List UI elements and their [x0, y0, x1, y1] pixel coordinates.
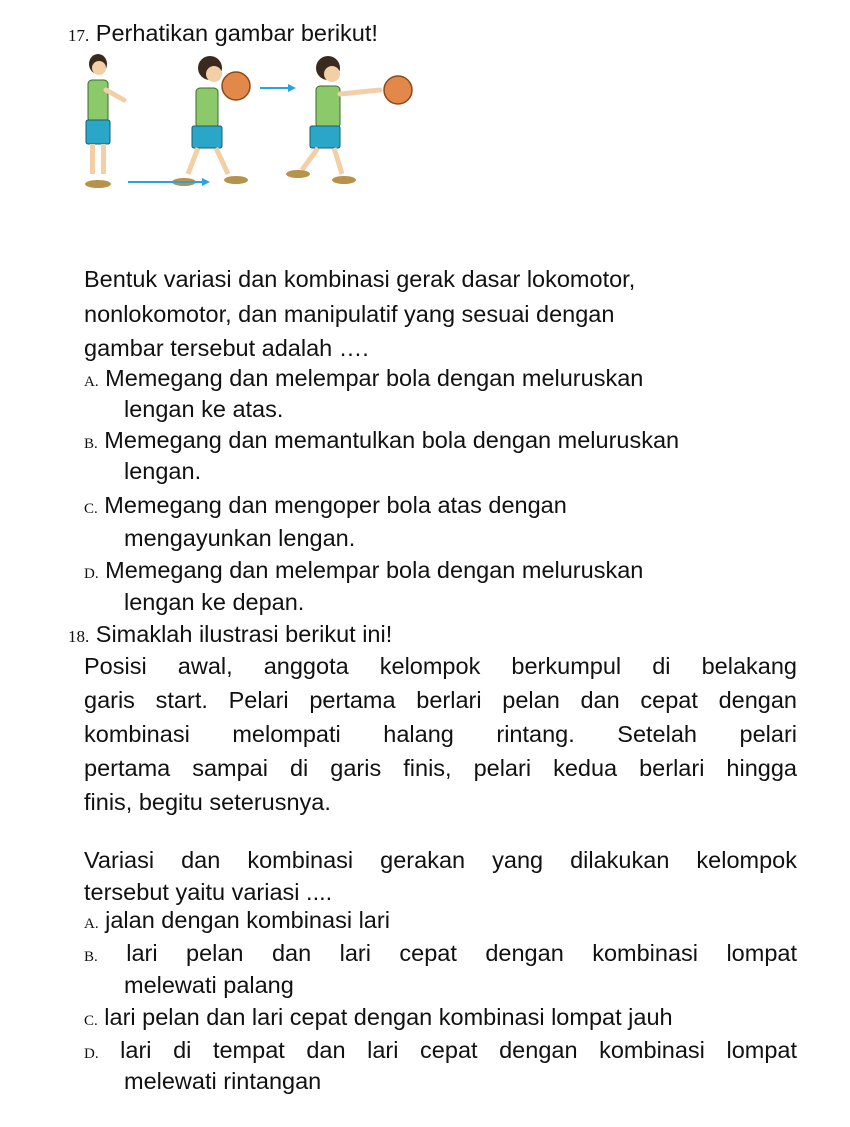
q18-paragraph — [84, 649, 797, 819]
q17-option-a[interactable]: A. Memegang dan melempar bola dengan meluruskan — [84, 365, 644, 391]
q17-option-d-cont: lengan ke depan. — [124, 589, 305, 615]
q17-illustration — [80, 50, 420, 200]
q18-paragraph-line: garis start. Pelari pertama berlari pelan dan cepat dengan — [84, 687, 797, 713]
q17-option-b-cont: lengan. — [124, 458, 202, 484]
q17-prompt: Perhatikan gambar berikut! — [95, 20, 378, 46]
q17-header — [68, 18, 378, 51]
ball-icon — [222, 72, 250, 100]
q18-option-d-cont: melewati rintangan — [124, 1068, 322, 1094]
ball-icon — [384, 76, 412, 104]
q18-paragraph-line: finis, begitu seterusnya. — [84, 789, 331, 815]
q17-stem-line: nonlokomotor, dan manipulatif yang sesuai dengan — [84, 301, 615, 327]
q18-stem-line: Variasi dan kombinasi gerakan yang dilakukan kelompok — [84, 847, 797, 873]
q18-number: 18. — [68, 627, 90, 646]
figure-holding — [172, 56, 250, 186]
q17-option-c[interactable]: C. Memegang dan mengoper bola atas dengan — [84, 492, 567, 518]
q18-header — [68, 619, 392, 652]
q18-stem — [84, 844, 797, 908]
q17-stem-line: gambar tersebut adalah …. — [84, 335, 369, 361]
q18-option-b[interactable]: B. lari pelan dan lari cepat dengan kombinasi lompat — [84, 940, 797, 966]
q17-option-a-cont: lengan ke atas. — [124, 396, 284, 422]
figure-throwing — [286, 56, 412, 184]
q18-paragraph-line: Posisi awal, anggota kelompok berkumpul di belakang — [84, 653, 797, 679]
q17-number: 17. — [68, 26, 90, 45]
q18-option-d[interactable]: D. lari di tempat dan lari cepat dengan kombinasi lompat — [84, 1037, 798, 1063]
q18-stem-line: tersebut yaitu variasi .... — [84, 879, 333, 905]
figure-standing — [85, 54, 124, 188]
q18-paragraph-line: pertama sampai di garis finis, pelari kedua berlari hingga — [84, 755, 797, 781]
q17-stem-line: Bentuk variasi dan kombinasi gerak dasar lokomotor, — [84, 266, 636, 292]
q18-option-a[interactable]: A. jalan dengan kombinasi lari — [84, 907, 390, 933]
q18-option-c[interactable]: C. lari pelan dan lari cepat dengan kombinasi lompat jauh — [84, 1004, 673, 1030]
q17-option-b[interactable]: B. Memegang dan memantulkan bola dengan meluruskan — [84, 427, 680, 453]
q18-option-b-cont: melewati palang — [124, 972, 294, 998]
q18-prompt: Simaklah ilustrasi berikut ini! — [95, 621, 393, 647]
q17-option-d[interactable]: D. Memegang dan melempar bola dengan meluruskan — [84, 557, 644, 583]
q17-option-c-cont: mengayunkan lengan. — [124, 525, 356, 551]
q18-paragraph-line: kombinasi melompati halang rintang. Setelah pelari — [84, 721, 797, 747]
